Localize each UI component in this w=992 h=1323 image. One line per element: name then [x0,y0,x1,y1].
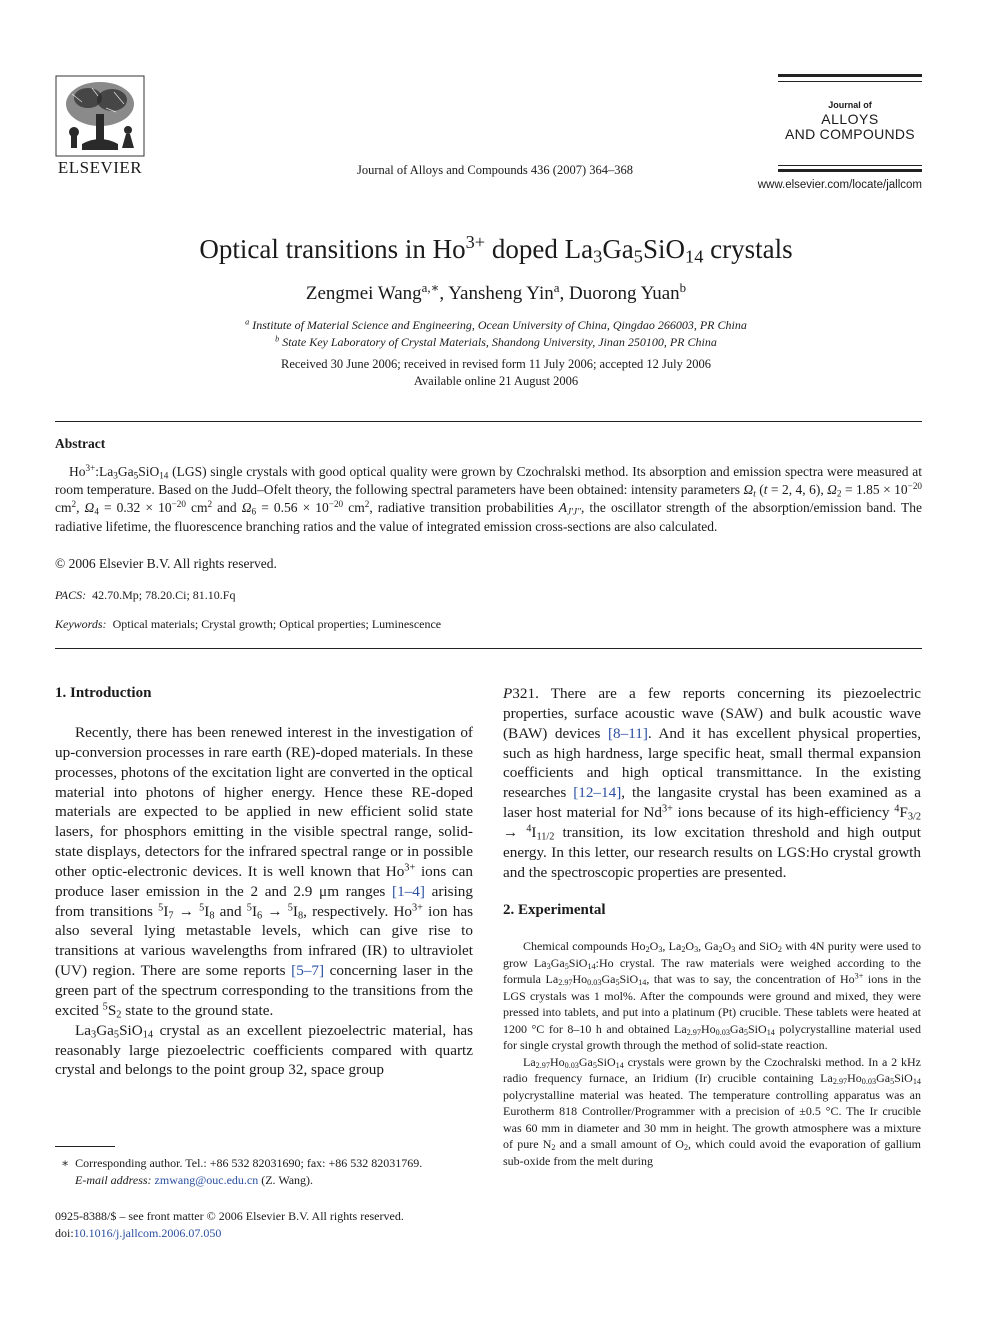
issn-line: 0925-8388/$ – see front matter © 2006 Elsevier B.V. All rights reserved. [55,1209,404,1223]
front-matter [55,1208,404,1241]
corresponding-author: Corresponding author. Tel.: +86 532 82031690; fax: +86 532 82031769. [75,1156,423,1170]
journal-url[interactable]: www.elsevier.com/locate/jallcom [757,179,922,191]
author-name: Zengmei Wang [305,283,422,304]
email-link[interactable]: zmwang@ouc.edu.cn [154,1172,259,1187]
citation-link[interactable]: [12–14] [573,784,622,802]
author-name: Yansheng Yin [448,283,554,304]
article-title: Optical transitions in $Ho^{3+}$ doped $La_3Ga_5SiO_{14}$ crystals [199,231,793,267]
doi-line: doi:10.1016/j.jallcom.2006.07.050 [55,1225,222,1240]
footnote-rule [55,1146,115,1147]
experimental-text: Chemical compounds $Ho_2O_3$, $La_2O_3$, $Ga_2O_3$ and SiO$_2$ with 4N purity were used to grow $La_3Ga_5SiO_{14}:Ho$ crystal. The raw materials were weighed according to the formula $La_{2.97}Ho_{0.03}Ga_5SiO_{14}$, that was to say, the concentration of $Ho^{3+}$ ions in the LGS crystals was 1 mol%. After the compounds were ground and mixed, they were pressed into tablets, and put into a platinum (Pt) crucible. These tablets were heated at 1200 °C for 8–10 h and obtained $La_{2.97}Ho_{0.03}Ga_5SiO_{14}$ polycrystalline material used for single crystal growth through the method of solid-state reaction. $La_{2.97}Ho_{0.03}Ga_5SiO_{14}$ crystals were grown by the Czochralski method. In a 2 kHz radio frequency furnace, an Iridium (Ir) crucible containing $La_{2.97}Ho_{0.03}Ga_5SiO_{14}$ polycrystalline material was heated. The temperature controlling apparatus was an Eurotherm 818 Controller/Programmer with a precision of ±0.5 °C. The Ir crucible was 60 mm in diameter and 30 mm in height. The growth atmosphere was a mixture of pure $N_2$ and a small amount of $O_2$, which could avoid the evaporation of gallium sub-oxide from the melt during [503,939,922,1168]
citation-link[interactable]: [5–7] [291,962,325,980]
elsevier-tree-icon [52,74,148,158]
section-heading-introduction: 1. Introduction [55,685,152,701]
section-heading-experimental: 2. Experimental [503,902,606,918]
affiliation: $^b$ State Key Laboratory of Crystal Materials, Shandong University, Jinan 250100, PR China [275,334,717,349]
available-online: Available online 21 August 2006 [413,374,579,388]
publisher-name: ELSEVIER [57,158,143,177]
introduction-text: Recently, there has been renewed interest in the investigation of up-conversion processes in rare earth (RE)-doped materials. In these processes, photons of the excitation light are converted in the optical material into photons of higher energy. Hence these RE-doped materials are expected to be applied in new efficient solid state lasers, for phosphors emitting in the visible spectral range, solid-state displays, detectors for the infrared spectral range or in possible other optic-electronic devices. It is well known that $Ho^{3+}$ ions can produce laser emission in the 2 and 2.9 μm ranges [1–4] arising from transitions $^5I_7 \to ^5I_8$ and $^5I_6 \to ^5I_8$, respectively. $Ho^{3+}$ ion has also several lying metastable levels, which can give rise to transitions at various wavelengths from infrared (IR) to ultraviolet (UV) region. There are some reports [5–7] concerning laser in the green part of the spectrum corresponding to the transitions from the excited $^5S_2$ state to the ground state. $La_3Ga_5SiO_{14}$ crystal as an excellent piezoelectric material, has reasonably large piezoelectric coefficients compared with quartz crystal and belongs to the point group 32, space group [55,724,474,1079]
author-list: Zengmei Wang$^{a,∗}$, Yansheng Yin$^a$, Duorong Yuan$^b$ [305,279,687,304]
citation-link[interactable]: [8–11] [607,724,648,742]
introduction-text-continued: P321. There are a few reports concerning its piezoelectric properties, surface acoustic wave (SAW) and bulk acoustic wave (BAW) devices [8–11]. And it has excellent physical properties, such as high hardness, large specific heat, small thermal expansion coefficients and high optical transmittance. In the existing researches [12–14], the langasite crystal has been examined as a laser host material for $Nd^{3+}$ ions because of its high-efficiency $^4F_{3/2} \to ^4I_{11/2}$ transition, its low excitation threshold and high output energy. In this letter, our research results on LGS:Ho crystal growth and the spectroscopic properties are presented. [503,685,922,881]
abstract-heading: Abstract [55,436,106,451]
pacs-codes: PACS: 42.70.Mp; 78.20.Ci; 81.10.Fq [55,588,236,602]
author-name: Duorong Yuan [569,283,680,304]
divider [55,648,922,649]
journal-reference: Journal of Alloys and Compounds 436 (2007) 364–368 [356,163,634,177]
received-dates: Received 30 June 2006; received in revised form 11 July 2006; accepted 12 July 2006 [281,357,711,371]
citation-link[interactable]: [1–4] [392,882,425,900]
keywords: Keywords: Optical materials; Crystal growth; Optical properties; Luminescence [55,617,442,631]
divider [55,421,922,422]
abstract-copyright: © 2006 Elsevier B.V. All rights reserved. [55,556,277,571]
affiliation: $^a$ Institute of Material Science and Engineering, Ocean University of China, Qingdao 266003, PR China [245,317,747,332]
footnote: ∗ Corresponding author. Tel.: +86 532 82031690; fax: +86 532 82031769. E-mail address: zmwang@ouc.edu.cn (Z. Wang). [61,1156,423,1187]
journal-logo [778,74,922,172]
doi-link[interactable]: 10.1016/j.jallcom.2006.07.050 [73,1225,222,1240]
journal-logo-line3: AND COMPOUNDS [785,126,915,142]
abstract-body: $Ho^{3+}:La_3Ga_5SiO_{14}$ (LGS) single crystals with good optical quality were grown by Czochralski method. Its absorption and emission spectra were measured at room temperature. Based on the Judd–Ofelt theory, the following spectral parameters have been obtained: intensity parameters $\Omega_t$ (t = 2, 4, 6), $\Omega_2 = 1.85 \times 10^{-20}$ $cm^2$, $\Omega_4 = 0.32 \times 10^{-20}$ $cm^2$ and $\Omega_6 = 0.56 \times 10^{-20}$ $cm^2$, radiative transition probabilities $A_{J'J''}$, the oscillator strength of the absorption/emission band. The radiative lifetime, the fluorescence branching ratios and the value of integrated emission cross-sections are also calculated. [55,462,922,534]
journal-logo-line1: Journal of [828,100,872,110]
journal-logo-line2: ALLOYS [821,111,879,127]
